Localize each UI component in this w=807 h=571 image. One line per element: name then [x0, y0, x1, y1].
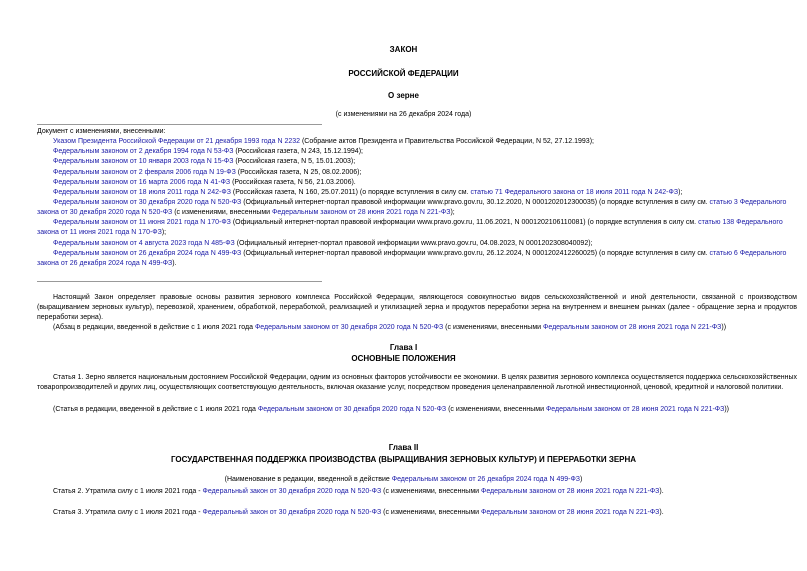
law-heading: ЗАКОН — [389, 45, 418, 54]
article-2-text: Статья 2. Утратила силу с 1 июля 2021 года - Федеральный закон от 30 декабря 2020 года N 520-ФЗ (с изменениями, внесенными Федеральным законом от 28 июня 2021 года N 221-ФЗ). — [53, 488, 664, 495]
amendment-link[interactable]: Федеральным законом от 16 марта 2006 года N 41-ФЗ — [53, 178, 231, 186]
amendment-item: Федеральным законом от 2 февраля 2006 года N 19-ФЗ (Российская газета, N 25, 08.02.2006); — [53, 168, 362, 176]
amendment-link[interactable]: Указом Президента Российской Федерации от 21 декабря 1993 года N 2232 — [53, 138, 301, 146]
revision-note: (с изменениями на 26 декабря 2024 года) — [335, 111, 472, 118]
amendment-article-link[interactable]: статью 6 Федерального закона от 26 декабря 2024 года N 499-ФЗ — [37, 249, 787, 267]
law-title: О зерне — [388, 91, 419, 100]
amendments-list — [37, 127, 797, 269]
preamble-revision-note: (Абзац в редакции, введенной в действие с 1 июля 2021 года Федеральным законом от 30 декабря 2020 года N 520-ФЗ (с изменениями, внесенными Федеральным законом от 28 июня 2021 года N 221-ФЗ)) — [53, 324, 727, 331]
amendment-item: Федеральным законом от 18 июля 2011 года N 242-ФЗ (Российская газета, N 160, 25.07.2011) (о порядке вступления в силу см. статью 71 Федерального закона от 18 июля 2011 года N 242-ФЗ); — [53, 188, 683, 196]
amendment-item: Федеральным законом от 10 января 2003 года N 15-ФЗ (Российская газета, N 5, 15.01.2003); — [53, 158, 356, 166]
top-divider — [37, 124, 322, 125]
amendment-link[interactable]: Федеральным законом от 2 февраля 2006 года N 19-ФЗ — [53, 168, 236, 176]
amendment-link[interactable]: Федеральным законом от 26 декабря 2024 года N 499-ФЗ — [53, 249, 242, 257]
chapter-1-label: Глава I — [389, 343, 418, 352]
article-1-text: Статья 1. Зерно является национальным достоянием Российской Федерации, одним из основных факторов устойчивости ее экономики. В целях развития зернового комплекса осуществляется поддержка сельскохозяйственных товаропроизводителей и других лиц, осуществляющих соответствующую деятельность, включая оказание услуг, посредством проведения целенаправленной льготной инвестиционной, ценовой, кредитной и налоговой политики. — [37, 374, 797, 392]
amendment-related-link[interactable]: Федеральным законом от 28 июня 2021 года N 221-ФЗ — [272, 209, 451, 217]
revision-link[interactable]: Федеральным законом от 26 декабря 2024 года N 499-ФЗ — [391, 476, 581, 483]
amendment-link[interactable]: Федеральным законом от 30 декабря 2020 года N 520-ФЗ — [53, 198, 242, 206]
amendment-item: Федеральным законом от 2 декабря 1994 года N 53-ФЗ (Российская газета, N 243, 15.12.1994); — [53, 148, 363, 156]
bottom-divider — [37, 281, 322, 282]
amendment-article-link[interactable]: статью 71 Федерального закона от 18 июля 2011 года N 242-ФЗ — [470, 188, 679, 196]
amendment-article-link[interactable]: статью 138 Федерального закона от 11 июня 2021 года N 170-ФЗ — [37, 219, 783, 237]
repeal-link[interactable]: Федеральный закон от 30 декабря 2020 года N 520-ФЗ — [202, 488, 382, 495]
chapter-2-label: Глава II — [388, 443, 419, 452]
amendment-item: Федеральным законом от 30 декабря 2020 года N 520-ФЗ (Официальный интернет-портал правовой информации www.pravo.gov.ru, 30.12.2020, N 0001202012300035) (о порядке вступления в силу см. статью 3 Федерального закона от 30 декабря 2020 года N 520-ФЗ (с изменениями, внесенными Федеральным законом от 28 июня 2021 года N 221-ФЗ); — [37, 198, 787, 217]
amendment-item: Указом Президента Российской Федерации от 21 декабря 1993 года N 2232 (Собрание актов Президента и Правительства Российской Федерации, N 52, 27.12.1993); — [53, 138, 594, 146]
revision-link[interactable]: Федеральным законом от 30 декабря 2020 года N 520-ФЗ — [257, 406, 447, 413]
law-jurisdiction: РОССИЙСКОЙ ФЕДЕРАЦИИ — [348, 69, 459, 78]
repeal-related-link[interactable]: Федеральным законом от 28 июня 2021 года N 221-ФЗ — [481, 488, 660, 495]
amendment-link[interactable]: Федеральным законом от 11 июня 2021 года N 170-ФЗ — [53, 219, 231, 227]
amendment-link[interactable]: Федеральным законом от 4 августа 2023 года N 485-ФЗ — [53, 239, 235, 247]
preamble-paragraph: Настоящий Закон определяет правовые основы развития зернового комплекса Российской Федерации, являющегося совокупностью видов сельскохозяйственной и иной деятельности, связанной с производством (выращиванием зерновых культур), перевозкой, хранением, обработкой, переработкой, реализацией и утилизацией зерна и продуктов переработки зерна на внутреннем и внешнем рынках (далее - обращение зерна и продуктов переработки зерна). — [37, 294, 797, 322]
repeal-related-link[interactable]: Федеральным законом от 28 июня 2021 года N 221-ФЗ — [481, 509, 660, 516]
amendments-intro: Документ с изменениями, внесенными: — [37, 128, 166, 135]
chapter-1-title: ОСНОВНЫЕ ПОЛОЖЕНИЯ — [351, 354, 456, 363]
revision-link[interactable]: Федеральным законом от 30 декабря 2020 года N 520-ФЗ — [254, 324, 444, 331]
amendment-item: Федеральным законом от 26 декабря 2024 года N 499-ФЗ (Официальный интернет-портал правовой информации www.pravo.gov.ru, 26.12.2024, N 0001202412260025) (о порядке вступления в силу см. статью 6 Федерального закона от 26 декабря 2024 года N 499-ФЗ). — [37, 249, 787, 267]
revision-related-link[interactable]: Федеральным законом от 28 июня 2021 года N 221-ФЗ — [543, 324, 722, 331]
amendment-link[interactable]: Федеральным законом от 18 июля 2011 года N 242-ФЗ — [53, 188, 231, 196]
revision-related-link[interactable]: Федеральным законом от 28 июня 2021 года N 221-ФЗ — [545, 406, 725, 413]
chapter-2-revision-note: (Наименование в редакции, введенной в действие Федеральным законом от 26 декабря 2024 года N 499-ФЗ) — [224, 476, 583, 483]
amendment-item: Федеральным законом от 4 августа 2023 года N 485-ФЗ (Официальный интернет-портал правовой информации www.pravo.gov.ru, 04.08.2023, N 0001202308040092); — [53, 239, 593, 247]
article-3-text: Статья 3. Утратила силу с 1 июля 2021 года - Федеральный закон от 30 декабря 2020 года N 520-ФЗ (с изменениями, внесенными Федеральным законом от 28 июня 2021 года N 221-ФЗ). — [53, 509, 664, 516]
amendment-item: Федеральным законом от 16 марта 2006 года N 41-ФЗ (Российская газета, N 56, 21.03.2006). — [53, 178, 356, 186]
article-1-revision-note: (Статья в редакции, введенной в действие с 1 июля 2021 года Федеральным законом от 30 декабря 2020 года N 520-ФЗ (с изменениями, внесенными Федеральным законом от 28 июня 2021 года N 221-ФЗ)) — [53, 406, 730, 413]
amendment-item: Федеральным законом от 11 июня 2021 года N 170-ФЗ (Официальный интернет-портал правовой информации www.pravo.gov.ru, 11.06.2021, N 0001202106110081) (о порядке вступления в силу см. статью 138 Федерального закона от 11 июня 2021 года N 170-ФЗ); — [37, 219, 783, 237]
amendment-link[interactable]: Федеральным законом от 2 декабря 1994 года N 53-ФЗ — [53, 148, 234, 156]
amendment-link[interactable]: Федеральным законом от 10 января 2003 года N 15-ФЗ — [53, 158, 234, 166]
amendment-article-link[interactable]: статью 3 Федерального закона от 30 декабря 2020 года N 520-ФЗ — [37, 198, 787, 217]
chapter-2-title: ГОСУДАРСТВЕННАЯ ПОДДЕРЖКА ПРОИЗВОДСТВА (ВЫРАЩИВАНИЯ ЗЕРНОВЫХ КУЛЬТУР) И ПЕРЕРАБОТКИ ЗЕРНА — [170, 455, 637, 464]
repeal-link[interactable]: Федеральный закон от 30 декабря 2020 года N 520-ФЗ — [202, 509, 382, 516]
